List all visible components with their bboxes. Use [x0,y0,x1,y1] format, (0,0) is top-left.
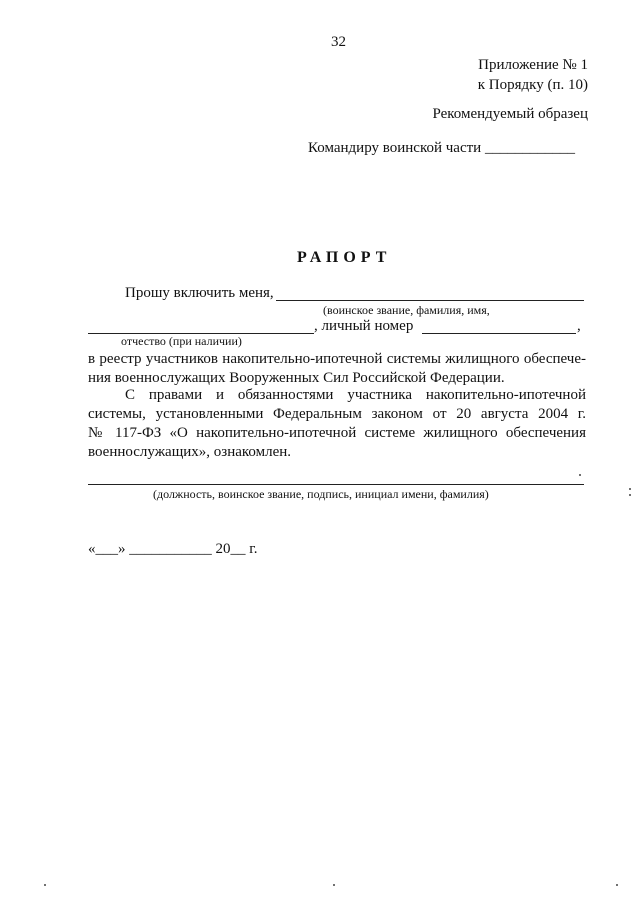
signature-blank[interactable] [88,484,584,485]
scan-speck [629,488,631,490]
registry-text-line-1: в реестр участников накопительно-ипотечной системы жилищного обеспече- [88,351,586,367]
registry-text-line-2: ния военнослужащих Вооруженных Сил Российской Федерации. [88,370,505,386]
ack-text-line-1: С правами и обязанностями участника накопительно-ипотечной [125,387,586,403]
day-blank[interactable]: ___ [95,541,118,557]
addressee-label: Командиру воинской части [308,140,482,156]
rank-name-hint: (воинское звание, фамилия, имя, [323,303,490,317]
scan-speck [333,884,335,886]
order-reference: к Порядку (п. 10) [477,77,588,93]
scan-speck [579,474,581,476]
year-suffix: г. [249,541,258,557]
date-open-quote: « [88,541,96,557]
ack-text-line-4: военнослужащих», ознакомлен. [88,444,292,460]
scan-speck [616,884,618,886]
trailing-comma: , [577,318,581,334]
page-number: 32 [331,34,346,50]
year-prefix: 20 [215,541,231,557]
addressee-line [308,140,575,157]
rank-name-blank[interactable] [276,300,584,301]
appendix-label: Приложение № 1 [478,57,588,73]
patronymic-hint: отчество (при наличии) [121,334,242,348]
year-blank[interactable]: __ [230,541,246,557]
recommended-sample-label: Рекомендуемый образец [432,106,588,122]
scan-speck [44,884,46,886]
month-blank[interactable]: ___________ [129,541,212,557]
personal-number-blank[interactable] [422,333,576,334]
signature-hint: (должность, воинское звание, подпись, инициал имени, фамилия) [153,487,489,501]
military-unit-blank[interactable]: ____________ [484,140,575,156]
personal-number-label: , личный номер [314,318,414,334]
scan-speck [629,494,631,496]
request-intro: Прошу включить меня, [125,285,274,301]
ack-text-line-2: системы, установленными Федеральным законом от 20 августа 2004 г. [88,406,586,422]
date-close-quote: » [118,541,126,557]
document-title: РАПОРТ [297,249,392,266]
ack-text-line-3: № 117-ФЗ «О накопительно-ипотечной системе жилищного обеспечения [88,425,586,441]
date-line [88,541,257,558]
